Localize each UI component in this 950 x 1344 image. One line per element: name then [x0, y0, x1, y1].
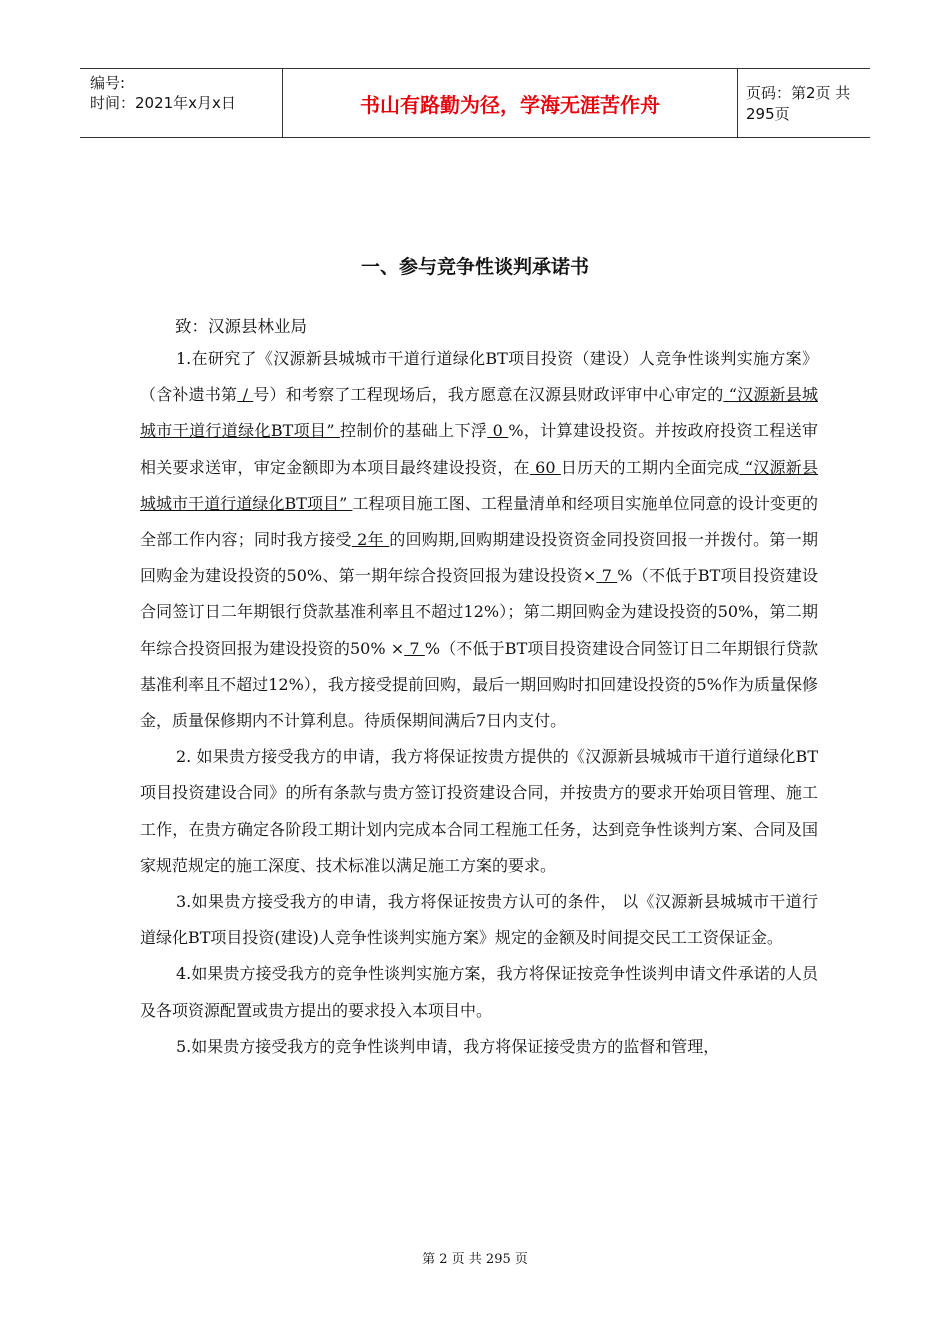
p1-text-h: %（不低于BT项目投资建设合同签订日二年期银行贷款基准利率且不超过12%）；第二期回购金为建设投资的50%，第二期年综合投资回报为建设投资的50% ×	[140, 566, 818, 658]
paragraph-1	[140, 341, 818, 739]
addressee-text: 致：汉源县林业局	[175, 317, 307, 336]
p1-text-b: 号）和考察了工程现场后，我方愿意在汉源县财政评审中心审定的	[253, 385, 724, 405]
p1-fill-project-1: “汉源新县城城市干道行道绿化BT项目”	[140, 385, 818, 441]
header-motto: 书山有路勤为径，学海无涯苦作舟	[282, 69, 738, 137]
p1-text-c: 控制价的基础上下浮	[340, 421, 488, 441]
addressee	[175, 313, 307, 337]
p1-text-f: 工程项目施工图、工程量清单和经项目实施单位同意的设计变更的全部工作内容；同时我方接受	[140, 493, 818, 550]
p1-text-g: 的回购期,回购期建设投资资金同投资回报一并拨付。第一期回购金为建设投资的50%、第一期年综合投资回报为建设投资×	[140, 530, 818, 586]
header-date: 时间：2021年x月x日	[90, 94, 236, 112]
p1-text-i: %（不低于BT项目投资建设合同签订日二年期银行贷款基准利率且不超过12%），我方接受提前回购，最后一期回购时扣回建设投资的5%作为质量保修金，质量保修期内不计算利息。待质保期间满后7日内支付。	[140, 638, 818, 731]
p1-fill-discount: 0	[487, 421, 509, 441]
p1-fill-project-2: “汉源新县城城市干道行道绿化BT项目”	[140, 457, 818, 513]
p1-fill-addendum: /	[237, 385, 254, 405]
paragraph-3: 3.如果贵方接受我方的申请，我方将保证按贵方认可的条件， 以《汉源新县城城市干道行道绿化BT项目投资(建设)人竞争性谈判实施方案》规定的金额及时间提交民工工资保证金。	[140, 892, 818, 948]
p1-fill-period: 2年	[351, 530, 390, 550]
document-body	[140, 341, 818, 1065]
paragraph-2: 2. 如果贵方接受我方的申请，我方将保证按贵方提供的《汉源新县城城市干道行道绿化BT项目投资建设合同》的所有条款与贵方签订投资建设合同，并按贵方的要求开始项目管理、施工工作，在贵方确定各阶段工期计划内完成本合同工程施工任务，达到竞争性谈判方案、合同及国家规范规定的施工深度、技术标准以满足施工方案的要求。	[140, 747, 818, 875]
p1-text-e: 日历天的工期内全面完成	[560, 457, 740, 477]
section-title: 一、参与竞争性谈判承诺书	[360, 256, 589, 278]
p1-fill-days: 60	[529, 457, 561, 477]
paragraph-4: 4.如果贵方接受我方的竞争性谈判实施方案，我方将保证按竞争性谈判申请文件承诺的人员及各项资源配置或贵方提出的要求投入本项目中。	[140, 964, 818, 1020]
p1-text-d: %，计算建设投资。并按政府投资工程送审相关要求送审，审定金额即为本项目最终建设投资，在	[140, 421, 818, 477]
header-page-info: 页码：第2页 共295页	[746, 84, 851, 123]
p1-fill-rate-2: 7	[404, 638, 425, 658]
paragraph-5: 5.如果贵方接受我方的竞争性谈判申请，我方将保证接受贵方的监督和管理，	[176, 1036, 720, 1056]
header-number: 编号:	[90, 74, 126, 92]
document-header	[80, 68, 870, 138]
header-left-cell	[90, 73, 236, 113]
p1-fill-rate-1: 7	[596, 566, 618, 586]
page-footer: 第 2 页 共 295 页	[422, 1252, 528, 1267]
p1-text-a: 1.在研究了《汉源新县城城市干道行道绿化BT项目投资（建设）人竞争性谈判实施方案》（含补遗书第	[140, 349, 818, 405]
